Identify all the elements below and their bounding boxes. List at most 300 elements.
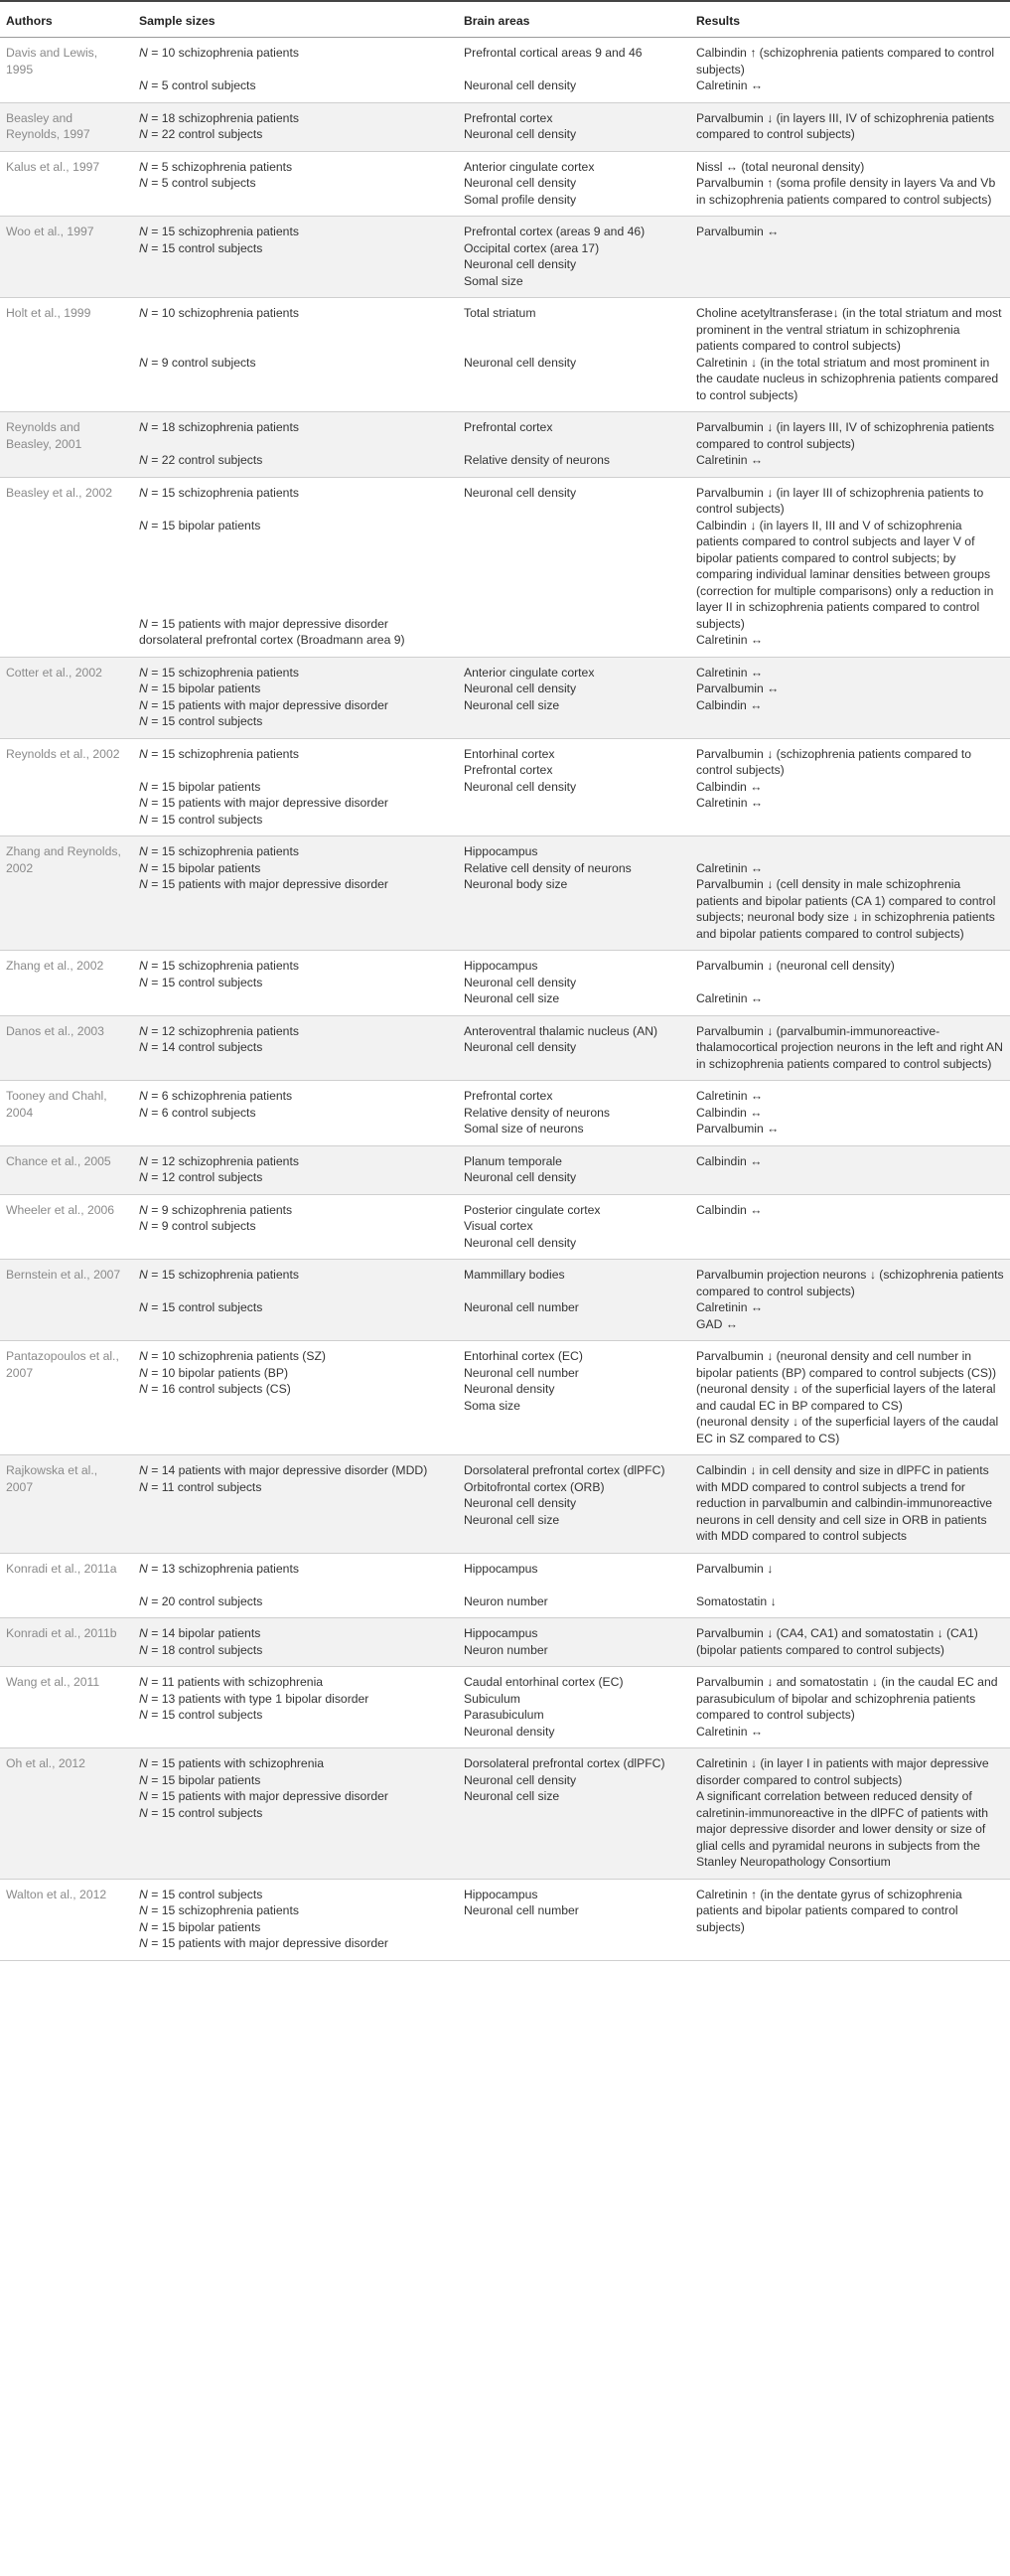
author-cell: Reynolds and Beasley, 2001 <box>0 412 133 478</box>
table-row <box>0 657 1010 738</box>
area-line: Anterior cingulate cortex <box>464 665 595 680</box>
sample-line: N = 15 schizophrenia patients <box>139 485 299 500</box>
author-cell: Holt et al., 1999 <box>0 298 133 412</box>
sample-line: N = 15 patients with major depressive disorder <box>139 877 388 891</box>
area-line: Neuron number <box>464 1593 548 1608</box>
samples-cell <box>133 1260 458 1341</box>
area-line: Neuronal cell density <box>464 257 577 271</box>
area-line: Prefrontal cortex <box>464 1089 553 1103</box>
samples-cell <box>133 1015 458 1081</box>
area-line: Neuronal cell size <box>464 1512 560 1527</box>
table-row <box>0 217 1010 298</box>
spacer <box>139 1284 452 1300</box>
area-line: Caudal entorhinal cortex (EC) <box>464 1675 624 1689</box>
results-cell <box>690 102 1010 151</box>
table-row <box>0 1553 1010 1618</box>
result-line: Calretinin ↑ (in the dentate gyrus of schizophrenia patients and bipolar patients compared to control subjects) <box>696 1887 962 1934</box>
table-row <box>0 1748 1010 1880</box>
samples-cell <box>133 836 458 951</box>
area-line: Neuronal cell density <box>464 355 577 370</box>
area-line: Neuron number <box>464 1642 548 1657</box>
area-line: Prefrontal cortex (areas 9 and 46) <box>464 225 646 238</box>
table-row <box>0 1879 1010 1960</box>
area-line: Entorhinal cortex <box>464 746 555 761</box>
areas-cell <box>458 1260 690 1341</box>
areas-cell <box>458 657 690 738</box>
areas-cell <box>458 477 690 657</box>
area-line: Prefrontal cortex <box>464 420 553 434</box>
results-cell <box>690 38 1010 103</box>
result-line: Calretinin ↔ <box>696 860 764 875</box>
author-cell: Zhang et al., 2002 <box>0 951 133 1016</box>
table-row <box>0 836 1010 951</box>
areas-cell <box>458 38 690 103</box>
area-line: Neuronal cell size <box>464 1789 560 1803</box>
area-line: Neuronal cell number <box>464 1300 579 1314</box>
results-cell <box>690 477 1010 657</box>
sample-line: N = 10 schizophrenia patients <box>139 306 299 320</box>
result-line: Calretinin ↔ <box>696 1300 764 1314</box>
areas-cell <box>458 217 690 298</box>
sample-line: N = 5 control subjects <box>139 176 256 190</box>
result-line: Parvalbumin ↔ <box>696 682 780 695</box>
samples-cell <box>133 1194 458 1260</box>
result-line: Calbindin ↑ (schizophrenia patients compared to control subjects) <box>696 46 995 76</box>
area-line: Neuronal cell density <box>464 1235 577 1250</box>
table-row <box>0 1618 1010 1667</box>
sample-line: N = 15 schizophrenia patients <box>139 225 299 238</box>
area-line: Relative density of neurons <box>464 1105 611 1120</box>
table-row <box>0 412 1010 478</box>
results-cell <box>690 412 1010 478</box>
author-cell: Chance et al., 2005 <box>0 1145 133 1194</box>
sample-line: N = 15 bipolar patients <box>139 1772 261 1787</box>
results-cell <box>690 1553 1010 1618</box>
result-line: Calretinin ↔ <box>696 991 764 1005</box>
author-cell: Tooney and Chahl, 2004 <box>0 1081 133 1146</box>
result-line: Parvalbumin ↓ (in layers III, IV of schizophrenia patients compared to control subjects) <box>696 420 995 451</box>
spacer <box>464 1577 684 1593</box>
table-row <box>0 298 1010 412</box>
area-line: Hippocampus <box>464 1561 538 1576</box>
author-cell: Wang et al., 2011 <box>0 1667 133 1748</box>
area-line: Neuronal body size <box>464 877 568 891</box>
areas-cell <box>458 1015 690 1081</box>
spacer <box>464 436 684 453</box>
spacer <box>139 583 452 600</box>
samples-cell <box>133 102 458 151</box>
spacer <box>464 338 684 355</box>
samples-cell <box>133 1667 458 1748</box>
result-line: Calretinin ↓ (in the total striatum and most prominent in the caudate nucleus in schizophrenia patients compared to control subjects) <box>696 355 999 402</box>
sample-line: N = 18 schizophrenia patients <box>139 110 299 125</box>
sample-line: N = 16 control subjects (CS) <box>139 1382 291 1396</box>
result-line: Calretinin ↔ <box>696 1089 764 1103</box>
author-cell: Beasley and Reynolds, 1997 <box>0 102 133 151</box>
author-cell: Bernstein et al., 2007 <box>0 1260 133 1341</box>
samples-cell <box>133 1081 458 1146</box>
sample-line: N = 14 patients with major depressive disorder (MDD) <box>139 1463 428 1477</box>
sample-line: dorsolateral prefrontal cortex (Broadmann area 9) <box>139 633 405 647</box>
samples-cell <box>133 1748 458 1880</box>
area-line: Neuronal cell density <box>464 176 577 190</box>
area-line: Somal size of neurons <box>464 1122 584 1136</box>
table-row <box>0 151 1010 217</box>
result-line: Parvalbumin ↑ (soma profile density in layers Va and Vb in schizophrenia patients compared to control subjects) <box>696 176 996 207</box>
sample-line: N = 15 control subjects <box>139 240 263 255</box>
sample-line: N = 9 schizophrenia patients <box>139 1202 293 1217</box>
areas-cell <box>458 1455 690 1554</box>
results-cell <box>690 1194 1010 1260</box>
area-line: Neuronal cell density <box>464 975 577 989</box>
area-line: Neuronal cell density <box>464 1496 577 1510</box>
result-line: Calretinin ↔ <box>696 1724 764 1739</box>
area-line: Anterior cingulate cortex <box>464 159 595 174</box>
area-line: Relative cell density of neurons <box>464 860 632 875</box>
spacer <box>696 975 1004 991</box>
table-row <box>0 1667 1010 1748</box>
sample-line: N = 11 patients with schizophrenia <box>139 1675 324 1689</box>
areas-cell <box>458 1618 690 1667</box>
area-line: Mammillary bodies <box>464 1268 565 1282</box>
spacer <box>139 338 452 355</box>
result-line: Calbindin ↔ <box>696 779 763 794</box>
sample-line: N = 15 schizophrenia patients <box>139 1268 299 1282</box>
area-line: Neuronal density <box>464 1724 555 1739</box>
sample-line: N = 10 schizophrenia patients (SZ) <box>139 1349 326 1363</box>
area-line: Orbitofrontal cortex (ORB) <box>464 1479 605 1494</box>
samples-cell <box>133 1341 458 1455</box>
areas-cell <box>458 102 690 151</box>
results-cell <box>690 1081 1010 1146</box>
result-line: Somatostatin ↓ <box>696 1593 777 1608</box>
author-cell: Cotter et al., 2002 <box>0 657 133 738</box>
author-cell: Walton et al., 2012 <box>0 1879 133 1960</box>
sample-line: N = 13 patients with type 1 bipolar disorder <box>139 1691 369 1706</box>
sample-line: N = 15 schizophrenia patients <box>139 746 299 761</box>
area-line: Soma size <box>464 1398 520 1413</box>
sample-line: N = 22 control subjects <box>139 453 263 467</box>
sample-line: N = 9 control subjects <box>139 355 256 370</box>
areas-cell <box>458 1081 690 1146</box>
result-line: Parvalbumin ↓ (in layers III, IV of schizophrenia patients compared to control subjects) <box>696 110 995 141</box>
spacer <box>464 62 684 78</box>
result-line: (neuronal density ↓ of the superficial layers of the caudal EC in SZ compared to CS) <box>696 1415 999 1445</box>
area-line: Neuronal cell density <box>464 1170 577 1184</box>
area-line: Occipital cortex (area 17) <box>464 240 600 255</box>
sample-line: N = 15 bipolar patients <box>139 779 261 794</box>
sample-line: N = 14 control subjects <box>139 1040 263 1054</box>
result-line: Calbindin ↔ <box>696 1105 763 1120</box>
samples-cell <box>133 657 458 738</box>
result-line: Calretinin ↔ <box>696 78 764 92</box>
area-line: Neuronal cell number <box>464 1365 579 1380</box>
author-cell: Rajkowska et al., 2007 <box>0 1455 133 1554</box>
areas-cell <box>458 1748 690 1880</box>
sample-line: N = 9 control subjects <box>139 1219 256 1233</box>
sample-line: N = 12 control subjects <box>139 1170 263 1184</box>
result-line: Parvalbumin ↔ <box>696 1122 780 1136</box>
areas-cell <box>458 836 690 951</box>
areas-cell <box>458 412 690 478</box>
author-cell: Beasley et al., 2002 <box>0 477 133 657</box>
area-line: Hippocampus <box>464 844 538 858</box>
result-line: Calbindin ↔ <box>696 1202 763 1217</box>
samples-cell <box>133 1455 458 1554</box>
header-sample-sizes: Sample sizes <box>133 1 458 38</box>
samples-cell <box>133 298 458 412</box>
sample-line: N = 15 control subjects <box>139 812 263 827</box>
author-cell: Konradi et al., 2011a <box>0 1553 133 1618</box>
area-line: Relative density of neurons <box>464 453 611 467</box>
author-cell: Zhang and Reynolds, 2002 <box>0 836 133 951</box>
spacer <box>139 550 452 567</box>
author-cell: Wheeler et al., 2006 <box>0 1194 133 1260</box>
author-cell: Woo et al., 1997 <box>0 217 133 298</box>
sample-line: N = 15 schizophrenia patients <box>139 665 299 680</box>
areas-cell <box>458 1145 690 1194</box>
samples-cell <box>133 1145 458 1194</box>
samples-cell <box>133 951 458 1016</box>
results-cell <box>690 738 1010 836</box>
table-row <box>0 951 1010 1016</box>
sample-line: N = 15 schizophrenia patients <box>139 1903 299 1917</box>
table-row <box>0 1341 1010 1455</box>
sample-line: N = 15 control subjects <box>139 1708 263 1722</box>
author-cell: Pantazopoulos et al., 2007 <box>0 1341 133 1455</box>
sample-line: N = 18 schizophrenia patients <box>139 420 299 434</box>
area-line: Prefrontal cortical areas 9 and 46 <box>464 46 643 60</box>
table-row <box>0 1194 1010 1260</box>
sample-line: N = 12 schizophrenia patients <box>139 1023 299 1038</box>
table-row <box>0 102 1010 151</box>
result-line: Parvalbumin ↓ <box>696 1561 774 1576</box>
sample-line: N = 15 patients with major depressive disorder <box>139 697 388 712</box>
spacer <box>139 566 452 583</box>
author-cell: Oh et al., 2012 <box>0 1748 133 1880</box>
result-line: Calretinin ↔ <box>696 633 764 647</box>
area-line: Planum temporale <box>464 1153 562 1168</box>
results-cell <box>690 151 1010 217</box>
sample-line: N = 6 control subjects <box>139 1105 256 1120</box>
spacer <box>139 762 452 779</box>
sample-line: N = 15 patients with schizophrenia <box>139 1756 324 1770</box>
result-line: Calretinin ↔ <box>696 796 764 810</box>
result-line: Parvalbumin ↓ (neuronal cell density) <box>696 959 895 973</box>
sample-line: N = 11 control subjects <box>139 1479 262 1494</box>
spacer <box>139 533 452 550</box>
areas-cell <box>458 1341 690 1455</box>
sample-line: N = 15 control subjects <box>139 1805 263 1820</box>
results-cell <box>690 1341 1010 1455</box>
sample-line: N = 15 control subjects <box>139 1887 263 1901</box>
result-line: Calbindin ↓ in cell density and size in dlPFC in patients with MDD compared to control subjects a trend for reduction in parvalbumin and calbindin-immunoreactive neurons in cell density and cell size in ORB in patients with MDD compared to control subjects <box>696 1463 993 1543</box>
table-row <box>0 1260 1010 1341</box>
results-cell <box>690 1145 1010 1194</box>
results-cell <box>690 657 1010 738</box>
area-line: Prefrontal cortex <box>464 763 553 777</box>
results-cell <box>690 1260 1010 1341</box>
areas-cell <box>458 1667 690 1748</box>
header-row <box>0 1 1010 38</box>
area-line: Total striatum <box>464 306 536 320</box>
results-cell <box>690 1879 1010 1960</box>
sample-line: N = 15 patients with major depressive disorder <box>139 616 388 631</box>
sample-line: N = 15 bipolar patients <box>139 860 261 875</box>
area-line: Anteroventral thalamic nucleus (AN) <box>464 1023 658 1038</box>
results-cell <box>690 951 1010 1016</box>
area-line: Visual cortex <box>464 1219 533 1233</box>
samples-cell <box>133 738 458 836</box>
areas-cell <box>458 1194 690 1260</box>
author-cell: Reynolds et al., 2002 <box>0 738 133 836</box>
table-row <box>0 1455 1010 1554</box>
samples-cell <box>133 217 458 298</box>
sample-line: N = 20 control subjects <box>139 1593 263 1608</box>
result-line: Calbindin ↔ <box>696 697 763 712</box>
table-row <box>0 477 1010 657</box>
area-line: Somal size <box>464 273 523 288</box>
area-line: Subiculum <box>464 1691 520 1706</box>
sample-line: N = 15 patients with major depressive disorder <box>139 1936 388 1950</box>
spacer <box>696 843 1004 860</box>
area-line: Posterior cingulate cortex <box>464 1202 601 1217</box>
sample-line: N = 12 schizophrenia patients <box>139 1153 299 1168</box>
result-line: Parvalbumin ↓ (in layer III of schizophrenia patients to control subjects) <box>696 485 984 516</box>
results-cell <box>690 836 1010 951</box>
area-line: Neuronal cell density <box>464 1772 577 1787</box>
area-line: Entorhinal cortex (EC) <box>464 1349 583 1363</box>
area-line: Parasubiculum <box>464 1708 544 1722</box>
results-cell <box>690 1618 1010 1667</box>
area-line: Hippocampus <box>464 1626 538 1640</box>
table-row <box>0 738 1010 836</box>
sample-line: N = 6 schizophrenia patients <box>139 1089 293 1103</box>
area-line: Neuronal cell size <box>464 991 560 1005</box>
samples-cell <box>133 1618 458 1667</box>
results-cell <box>690 1455 1010 1554</box>
results-cell <box>690 1015 1010 1081</box>
areas-cell <box>458 1879 690 1960</box>
table-body <box>0 38 1010 1961</box>
samples-cell <box>133 412 458 478</box>
sample-line: N = 15 schizophrenia patients <box>139 844 299 858</box>
sample-line: N = 10 bipolar patients (BP) <box>139 1365 289 1380</box>
samples-cell <box>133 1553 458 1618</box>
area-line: Dorsolateral prefrontal cortex (dlPFC) <box>464 1463 665 1477</box>
samples-cell <box>133 151 458 217</box>
sample-line: N = 13 schizophrenia patients <box>139 1561 299 1576</box>
spacer <box>464 1284 684 1300</box>
results-cell <box>690 1748 1010 1880</box>
sample-line: N = 15 control subjects <box>139 1300 263 1314</box>
area-line: Neuronal cell size <box>464 697 560 712</box>
result-line: Parvalbumin ↓ (neuronal density and cell number in bipolar patients (BP) compared to control subjects (CS)) <box>696 1349 997 1380</box>
table-row <box>0 1145 1010 1194</box>
sample-line: N = 18 control subjects <box>139 1642 263 1657</box>
sample-line: N = 15 schizophrenia patients <box>139 959 299 973</box>
area-line: Neuronal cell density <box>464 127 577 141</box>
area-line: Neuronal cell density <box>464 1040 577 1054</box>
result-line: (neuronal density ↓ of the superficial layers of the lateral and caudal EC in BP compared to CS) <box>696 1382 996 1413</box>
result-line: Parvalbumin ↓ (CA4, CA1) and somatostatin ↓ (CA1) (bipolar patients compared to control subjects) <box>696 1626 978 1657</box>
result-line: Parvalbumin ↓ (parvalbumin-immunoreactive-thalamocortical projection neurons in the left and right AN in schizophrenia patients compared to control subjects) <box>696 1023 1003 1071</box>
result-line: Parvalbumin projection neurons ↓ (schizophrenia patients compared to control subjects) <box>696 1268 1004 1298</box>
result-line: Calbindin ↔ <box>696 1153 763 1168</box>
sample-line: N = 15 bipolar patients <box>139 518 261 532</box>
table-row <box>0 38 1010 103</box>
sample-line: N = 14 bipolar patients <box>139 1626 261 1640</box>
author-cell: Kalus et al., 1997 <box>0 151 133 217</box>
result-line: Calretinin ↔ <box>696 453 764 467</box>
result-line: Calretinin ↓ (in layer I in patients with major depressive disorder compared to control subjects) <box>696 1756 989 1787</box>
spacer <box>696 1577 1004 1593</box>
sample-line: N = 22 control subjects <box>139 127 263 141</box>
table-row <box>0 1081 1010 1146</box>
area-line: Neuronal density <box>464 1382 555 1396</box>
area-line: Neuronal cell number <box>464 1903 579 1917</box>
area-line: Neuronal cell density <box>464 485 577 500</box>
sample-line: N = 10 schizophrenia patients <box>139 46 299 60</box>
samples-cell <box>133 477 458 657</box>
areas-cell <box>458 298 690 412</box>
spacer <box>464 322 684 339</box>
spacer <box>139 1577 452 1593</box>
spacer <box>139 436 452 453</box>
result-line: Parvalbumin ↔ <box>696 225 780 238</box>
result-line: GAD ↔ <box>696 1316 738 1331</box>
spacer <box>139 599 452 616</box>
sample-line: N = 5 control subjects <box>139 78 256 92</box>
areas-cell <box>458 738 690 836</box>
area-line: Neuronal cell density <box>464 779 577 794</box>
spacer <box>139 322 452 339</box>
results-cell <box>690 298 1010 412</box>
areas-cell <box>458 951 690 1016</box>
sample-line: N = 15 bipolar patients <box>139 682 261 695</box>
header-brain-areas: Brain areas <box>458 1 690 38</box>
area-line: Neuronal cell density <box>464 682 577 695</box>
result-line: Nissl ↔ (total neuronal density) <box>696 159 865 174</box>
area-line: Hippocampus <box>464 1887 538 1901</box>
author-cell: Danos et al., 2003 <box>0 1015 133 1081</box>
samples-cell <box>133 1879 458 1960</box>
sample-line: N = 15 patients with major depressive disorder <box>139 796 388 810</box>
header-results: Results <box>690 1 1010 38</box>
spacer <box>139 501 452 518</box>
result-line: Calbindin ↓ (in layers II, III and V of schizophrenia patients compared to control subjects and layer V of bipolar patients compared to control subjects; by comparing individual laminar densities between groups (correction for multiple comparisons) only a reduction in layer II in schizophrenia patients compared to control subjects) <box>696 518 994 631</box>
area-line: Neuronal cell density <box>464 78 577 92</box>
results-cell <box>690 1667 1010 1748</box>
area-line: Dorsolateral prefrontal cortex (dlPFC) <box>464 1756 665 1770</box>
areas-cell <box>458 151 690 217</box>
area-line: Prefrontal cortex <box>464 110 553 125</box>
table-row <box>0 1015 1010 1081</box>
result-line: Choline acetyltransferase↓ (in the total striatum and most prominent in the ventral striatum in schizophrenia patients compared to control subjects) <box>696 306 1002 353</box>
results-cell <box>690 217 1010 298</box>
result-line: Parvalbumin ↓ (schizophrenia patients compared to control subjects) <box>696 746 972 777</box>
result-line: A significant correlation between reduced density of calretinin-immunoreactive in the dlPFC of patients with major depressive disorder and lower density or size of glial cells and pyramidal neurons in subjects from the Stanley Neuropathology Consortium <box>696 1789 988 1869</box>
author-cell: Konradi et al., 2011b <box>0 1618 133 1667</box>
spacer <box>139 62 452 78</box>
samples-cell <box>133 38 458 103</box>
sample-line: N = 15 bipolar patients <box>139 1919 261 1934</box>
sample-line: N = 15 control subjects <box>139 975 263 989</box>
sample-line: N = 5 schizophrenia patients <box>139 159 293 174</box>
author-cell: Davis and Lewis, 1995 <box>0 38 133 103</box>
sample-line: N = 15 patients with major depressive disorder <box>139 1789 388 1803</box>
areas-cell <box>458 1553 690 1618</box>
